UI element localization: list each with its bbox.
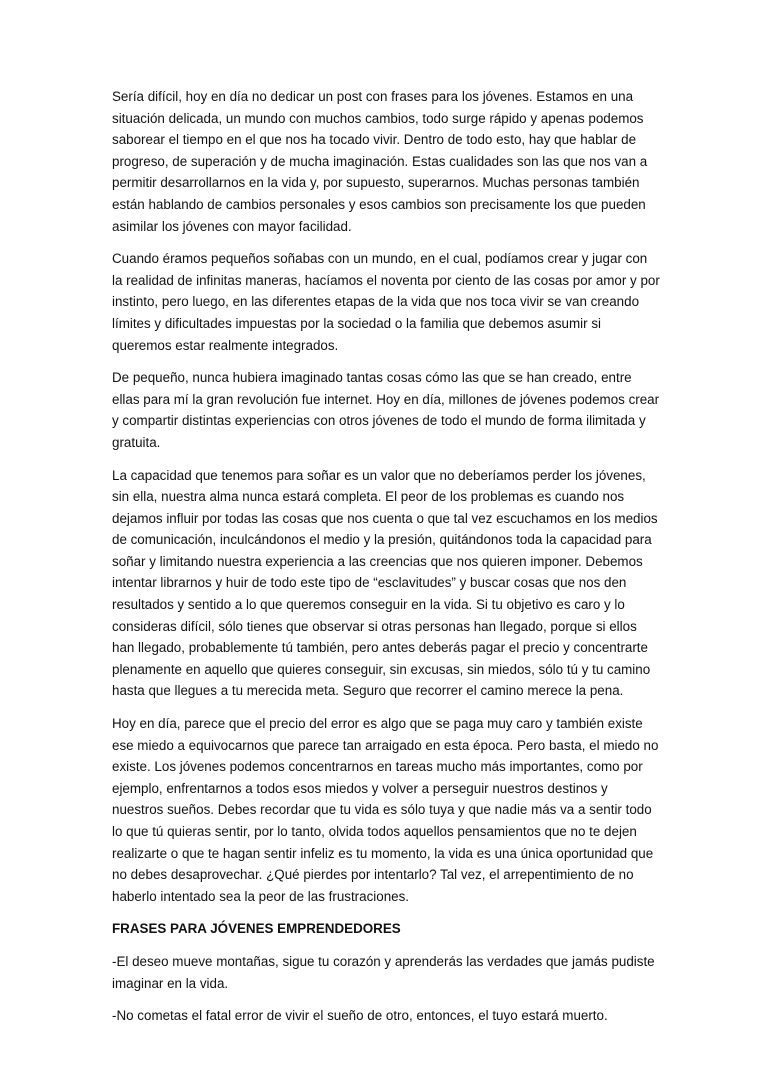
paragraph-fear: Hoy en día, parece que el precio del error es algo que se paga muy caro y también existe ese miedo a equivocarnos que parece tan arraigado en esta época. Pero basta, el miedo no existe. Los jóvenes podemos concentrarnos en tareas mucho más importantes, como por ejemplo, enfrentarnos a todos esos miedos y volver a perseguir nuestros destinos y nuestros sueños. Debes recordar que tu vida es sólo tuya y que nadie más va a sentir todo lo que tú quieras sentir, por lo tanto, olvida todos aquellos pensamientos que no te dejen realizarte o que te hagan sentir infeliz es tu momento, la vida es una única oportunidad que no debes desaprovechar. ¿Qué pierdes por intentarlo? Tal vez, el arrepentimiento de no haberlo intentado sea la peor de las frustraciones. xyxy=(112,716,659,904)
paragraph-intro: Sería difícil, hoy en día no dedicar un post con frases para los jóvenes. Estamos en una situación delicada, un mundo con muchos cambios, todo surge rápido y apenas podemos saborear el tiempo en el que nos ha tocado vivir. Dentro de todo esto, hay que hablar de progreso, de superación y de mucha imaginación. Estas cualidades son las que nos van a permitir desarrollarnos en la vida y, por supuesto, superarnos. Muchas personas también están hablando de cambios personales y esos cambios son precisamente los que pueden asimilar los jóvenes con mayor facilidad. xyxy=(112,89,648,234)
paragraph-internet: De pequeño, nunca hubiera imaginado tantas cosas cómo las que se han creado, entre ellas para mí la gran revolución fue internet. Hoy en día, millones de jóvenes podemos crear y compartir distintas experiencias con otros jóvenes de todo el mundo de forma ilimitada y gratuita. xyxy=(112,370,660,450)
quote-item: -No cometas el fatal error de vivir el sueño de otro, entonces, el tuyo estará muerto. xyxy=(112,1008,608,1024)
paragraph-childhood: Cuando éramos pequeños soñabas con un mundo, en el cual, podíamos crear y jugar con la realidad de infinitas maneras, hacíamos el noventa por ciento de las cosas por amor y por instinto, pero luego, en las diferentes etapas de la vida que nos toca vivir se van creando límites y dificultades impuestas por la sociedad o la familia que debemos asumir si queremos estar realmente integrados. xyxy=(112,251,660,353)
paragraph-dreams: La capacidad que tenemos para soñar es un valor que no deberíamos perder los jóvenes, sin ella, nuestra alma nunca estará completa. El peor de los problemas es cuando nos dejamos influir por todas las cosas que nos cuenta o que tal vez escuchamos en los medios de comunicación, inculcándonos el medio y la presión, quitándonos toda la capacidad para soñar y limitando nuestra experiencia a las creencias que nos quieren imponer. Debemos intentar librarnos y huir de todo este tipo de “esclavitudes” y buscar cosas que nos den resultados y sentido a lo que queremos conseguir en la vida. Si tu objetivo es caro y lo consideras difícil, sólo tienes que observar si otras personas han llegado, porque si ellos han llegado, probablemente tú también, pero antes deberás pagar el precio y concentrarte plenamente en aquello que quieres conseguir, sin excusas, sin miedos, sólo tú y tu camino hasta que llegues a tu merecida meta. Seguro que recorrer el camino merece la pena. xyxy=(112,467,658,699)
section-heading: FRASES PARA JÓVENES EMPRENDEDORES xyxy=(112,921,401,937)
document-page xyxy=(112,86,660,1038)
quote-item: -El deseo mueve montañas, sigue tu corazón y aprenderás las verdades que jamás pudiste imaginar en la vida. xyxy=(112,953,655,991)
